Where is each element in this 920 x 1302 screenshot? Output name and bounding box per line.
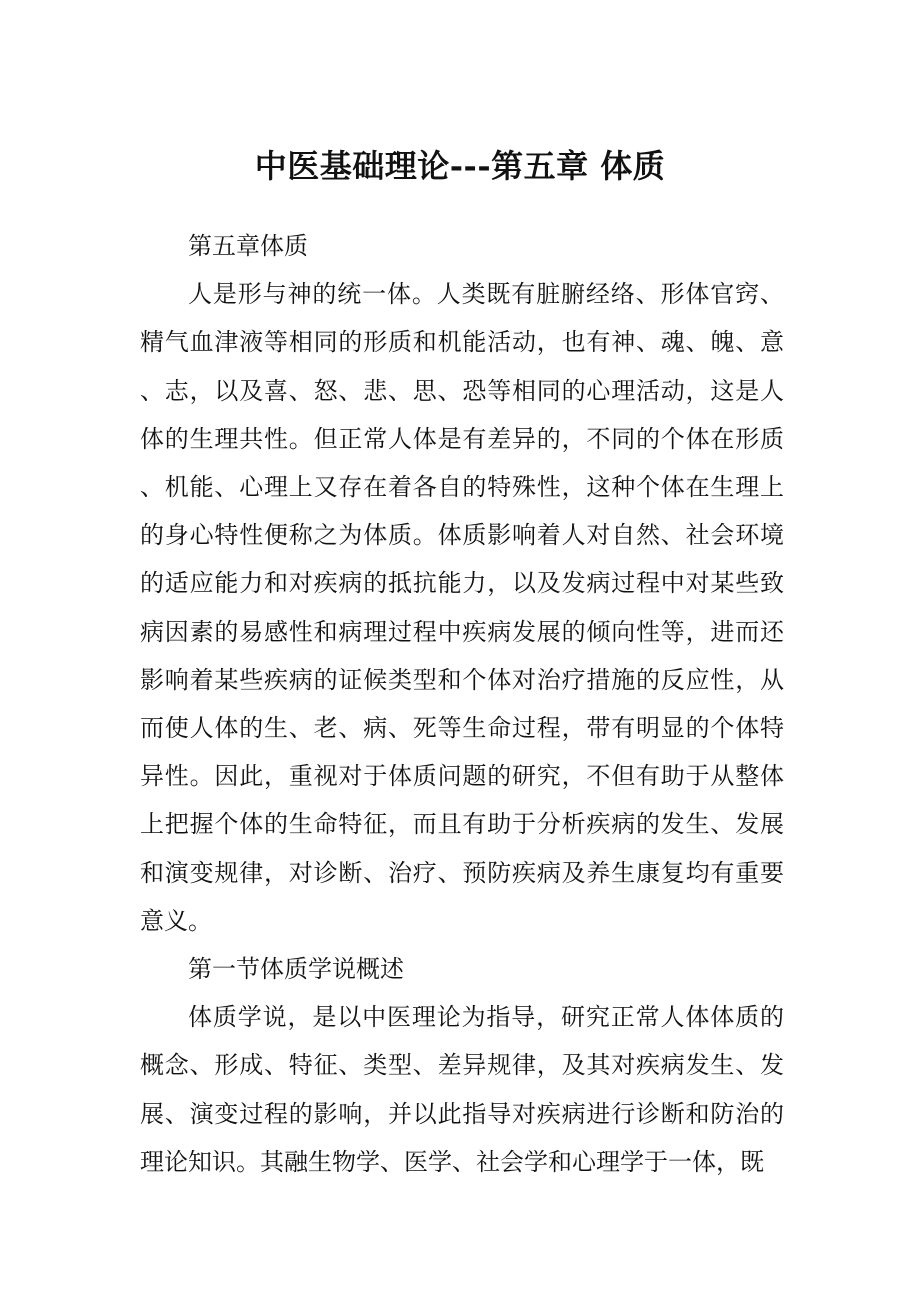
document-body bbox=[140, 222, 784, 1186]
intro-paragraph: 人是形与神的统一体。人类既有脏腑经络、形体官窍、精气血津液等相同的形质和机能活动，也有神、魂、魄、意、志，以及喜、怒、悲、思、恐等相同的心理活动，这是人体的生理共性。但正常人体是有差异的，不同的个体在形质、机能、心理上又存在着各自的特殊性，这种个体在生理上的身心特性便称之为体质。体质影响着人对自然、社会环境的适应能力和对疾病的抵抗能力，以及发病过程中对某些致病因素的易感性和病理过程中疾病发展的倾向性等，进而还影响着某些疾病的证候类型和个体对治疗措施的反应性，从而使人体的生、老、病、死等生命过程，带有明显的个体特异性。因此，重视对于体质问题的研究，不但有助于从整体上把握个体的生命特征，而且有助于分析疾病的发生、发展和演变规律，对诊断、治疗、预防疾病及养生康复均有重要意义。 bbox=[140, 280, 784, 935]
section-heading: 第一节体质学说概述 bbox=[188, 955, 404, 984]
section-paragraph: 体质学说，是以中医理论为指导，研究正常人体体质的概念、形成、特征、类型、差异规律，及其对疾病发生、发展、演变过程的影响，并以此指导对疾病进行诊断和防治的理论知识。其融生物学、医学、社会学和心理学于一体，既 bbox=[140, 1003, 784, 1176]
chapter-heading: 第五章体质 bbox=[188, 232, 308, 260]
document-title: 中医基础理论---第五章 体质 bbox=[254, 147, 666, 185]
